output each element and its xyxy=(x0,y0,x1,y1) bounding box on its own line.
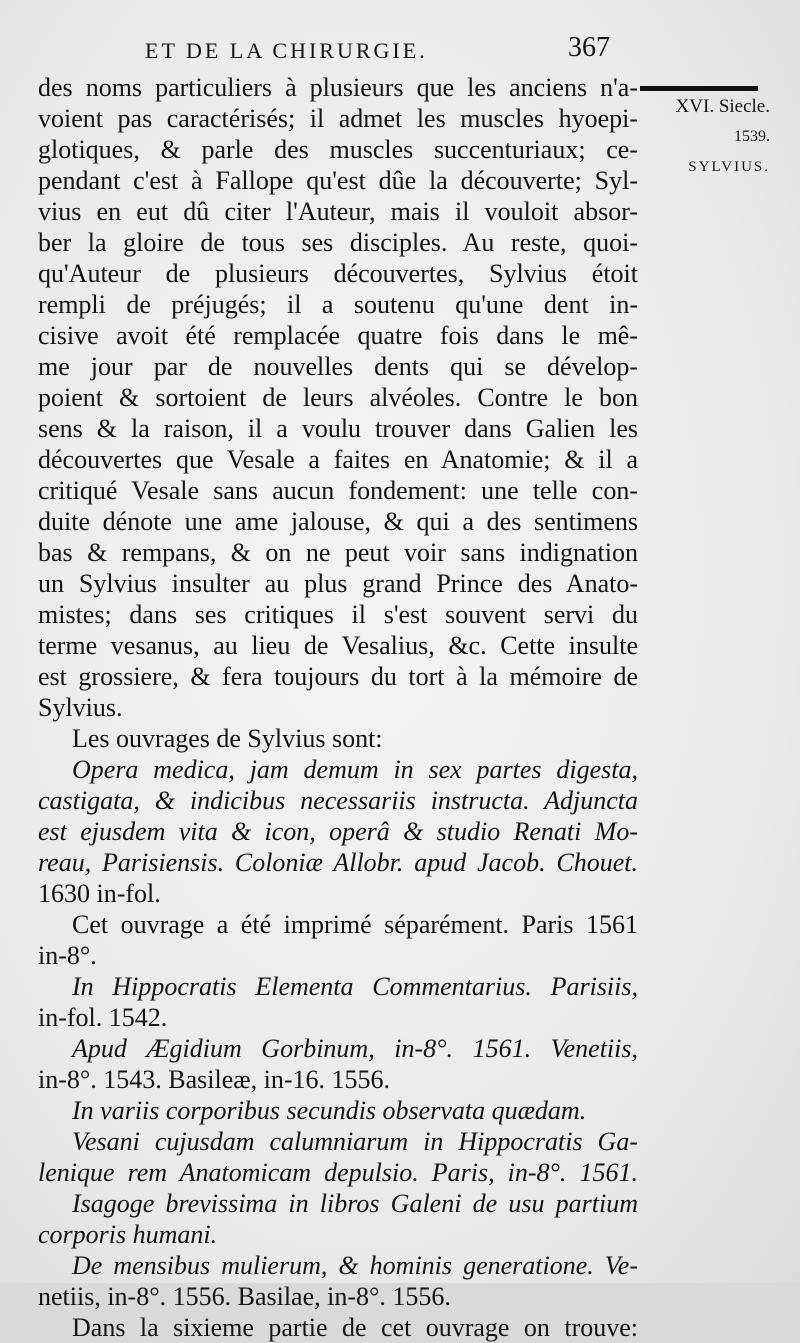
section-heading: Les ouvrages de Sylvius sont: xyxy=(72,724,383,753)
text-line: sens & la raison, il a voulu trouver dans Galien les xyxy=(38,414,638,443)
bibliography-line: corporis humani. xyxy=(38,1220,218,1249)
running-head: ET DE LA CHIRURGIE. xyxy=(145,38,428,63)
text-line: vius en eut dû citer l'Auteur, mais il vouloit absor- xyxy=(38,197,638,226)
text-line: critiqué Vesale sans aucun fondement: une telle con- xyxy=(38,476,638,505)
text-line: voient pas caractérisés; il admet les muscles hyoepi- xyxy=(38,104,638,133)
bibliography-line: Opera medica, jam demum in sex partes digesta, xyxy=(72,755,638,784)
text-line: terme vesanus, au lieu de Vesalius, &c. Cette insulte xyxy=(38,631,638,660)
bibliography-line: est ejusdem vita & icon, operâ & studio Renati Mo- xyxy=(38,817,638,846)
text-line: découvertes que Vesale a faites en Anatomie; & il a xyxy=(38,445,638,474)
text-line: duite dénote une ame jalouse, & qui a des sentimens xyxy=(38,507,638,536)
text-line: ber la gloire de tous ses disciples. Au reste, quoi- xyxy=(38,228,638,257)
margin-rule xyxy=(640,86,758,91)
margin-notes xyxy=(640,92,770,182)
bibliography-line: castigata, & indicibus necessariis instructa. Adjuncta xyxy=(38,786,638,815)
text-line: bas & rempans, & on ne peut voir sans indignation xyxy=(38,538,638,567)
bibliography-line: netiis, in-8°. 1556. Basilae, in-8°. 1556. xyxy=(38,1282,451,1311)
text-line: poient & sortoient de leurs alvéoles. Contre le bon xyxy=(38,383,638,412)
bibliography-line: in-8°. 1543. Basileæ, in-16. 1556. xyxy=(38,1065,390,1094)
bibliography-line: reau, Parisiensis. Coloniæ Allobr. apud Jacob. Chouet. xyxy=(38,848,638,877)
bibliography-line: Apud Ægidium Gorbinum, in-8°. 1561. Venetiis, xyxy=(72,1034,638,1063)
bibliography-line: Cet ouvrage a été imprimé séparément. Paris 1561 xyxy=(72,910,638,939)
text-line: Sylvius. xyxy=(38,693,123,722)
text-line: rempli de préjugés; il a soutenu qu'une dent in- xyxy=(38,290,638,319)
text-line: est grossiere, & fera toujours du tort à la mémoire de xyxy=(38,662,638,691)
bibliography-line: In variis corporibus secundis observata quædam. xyxy=(72,1096,587,1125)
margin-note-century: XVI. Siecle. xyxy=(675,96,770,117)
page-number: 367 xyxy=(568,32,610,63)
bibliography-line: in-8°. xyxy=(38,941,97,970)
bibliography-line: De mensibus mulierum, & hominis generatione. Ve- xyxy=(72,1251,638,1280)
text-line: pendant c'est à Fallope qu'est dûe la découverte; Syl- xyxy=(38,166,638,195)
text-line: qu'Auteur de plusieurs découvertes, Sylvius étoit xyxy=(38,259,638,288)
bibliography-line: lenique rem Anatomicam depulsio. Paris, in-8°. 1561. xyxy=(38,1158,638,1187)
bibliography-line: 1630 in-fol. xyxy=(38,879,161,908)
bibliography-line: Dans la sixieme partie de cet ouvrage on trouve: xyxy=(72,1313,638,1342)
text-line: glotiques, & parle des muscles succenturiaux; ce- xyxy=(38,135,638,164)
margin-note-year: 1539. xyxy=(734,128,770,145)
body-text xyxy=(38,72,638,1343)
text-line: me jour par de nouvelles dents qui se dévelop- xyxy=(38,352,638,381)
text-line: cisive avoit été remplacée quatre fois dans le mê- xyxy=(38,321,638,350)
text-line: mistes; dans ses critiques il s'est souvent servi du xyxy=(38,600,638,629)
bibliography-line: Vesani cujusdam calumniarum in Hippocratis Ga- xyxy=(72,1127,638,1156)
bibliography-line: Isagoge brevissima in libros Galeni de usu partium xyxy=(72,1189,638,1218)
text-line: des noms particuliers à plusieurs que les anciens n'a- xyxy=(38,73,638,102)
margin-note-name: SYLVIUS. xyxy=(688,159,770,175)
bibliography-line: In Hippocratis Elementa Commentarius. Parisiis, xyxy=(72,972,638,1001)
text-line: un Sylvius insulter au plus grand Prince des Anato- xyxy=(38,569,638,598)
bibliography-line: in-fol. 1542. xyxy=(38,1003,168,1032)
